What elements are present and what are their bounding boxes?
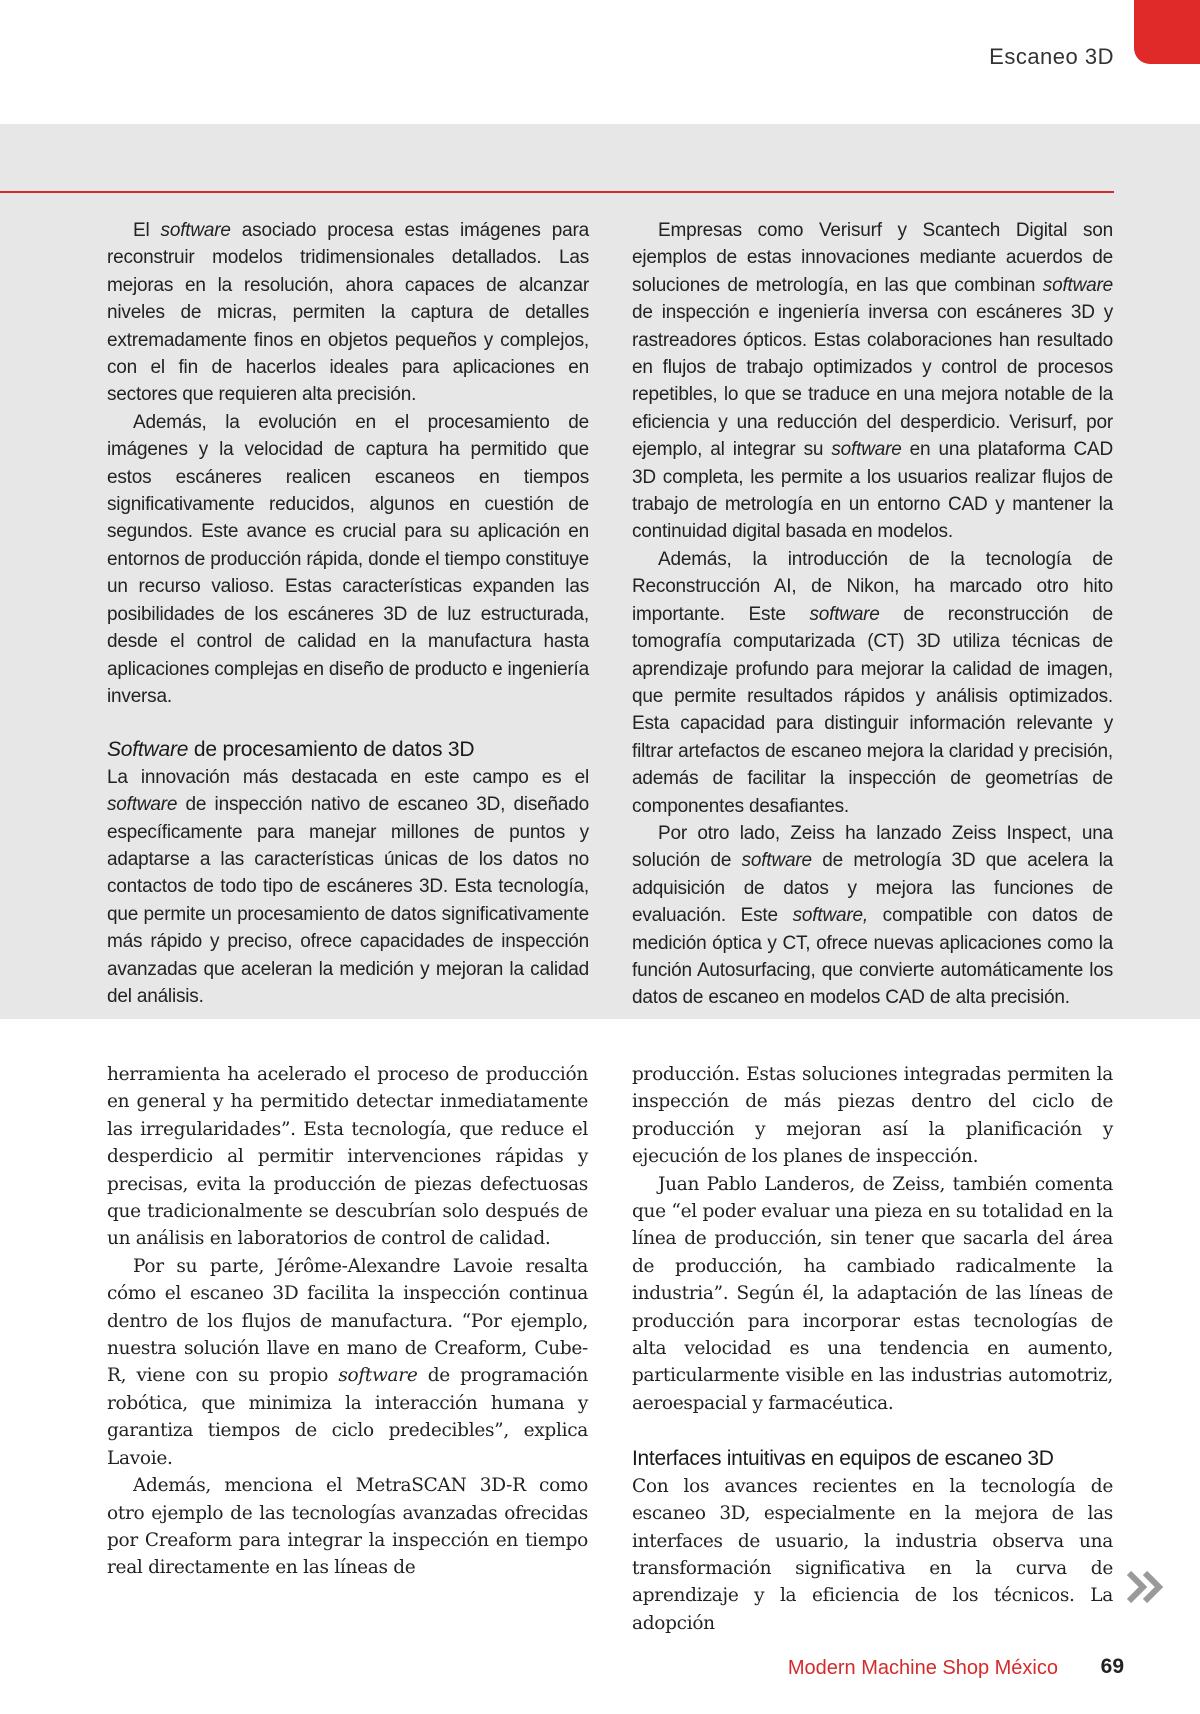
body-column-right	[632, 1061, 1113, 1637]
sidebar-paragraph: Empresas como Verisurf y Scantech Digital son ejemplos de estas innovaciones mediante acuerdos de soluciones de metrología, en las que combinan software de inspección e ingeniería inversa con escáneres 3D y rastreadores ópticos. Estas colaboraciones han resultado en flujos de trabajo optimizados y control de procesos repetibles, lo que se traduce en una mejora notable de la eficiencia y una reducción del desperdicio. Verisurf, por ejemplo, al integrar su software en una plataforma CAD 3D completa, les permite a los usuarios realizar flujos de trabajo de metrología en un entorno CAD y mantener la continuidad digital basada en modelos.	[632, 220, 1113, 543]
sidebar-subheading: Software de procesamiento de datos 3D	[107, 738, 475, 762]
body-subheading: Interfaces intuitivas en equipos de escaneo 3D	[632, 1447, 1054, 1471]
body-paragraph: Además, menciona el MetraSCAN 3D-R como otro ejemplo de las tecnologías avanzadas ofrecidas por Creaform para integrar la inspección en tiempo real directamente en las líneas de	[107, 1475, 588, 1579]
body-paragraph: producción. Estas soluciones integradas permiten la inspección de más piezas dentro del ciclo de producción y mejoran así la planificación y ejecución de los planes de inspección.	[632, 1064, 1113, 1168]
body-paragraph: herramienta ha acelerado el proceso de producción en general y ha permitido detectar inmediatamente las irregularidades”. Esta tecnología, que reduce el desperdicio al permitir intervenciones rápidas y precisas, evita la producción de piezas defectuosas que tradicionalmente se descubrían solo después de un análisis en laboratorios de control de calidad.	[107, 1064, 588, 1250]
body-paragraph: Con los avances recientes en la tecnología de escaneo 3D, especialmente en la mejora de las interfaces de usuario, la industria observa una transformación significativa en la curva de aprendizaje y la eficiencia de los técnicos. La adopción	[632, 1475, 1113, 1634]
double-chevron-right-icon	[1123, 1565, 1167, 1609]
sidebar-paragraph: La innovación más destacada en este campo es el software de inspección nativo de escaneo 3D, diseñado específicamente para manejar millones de puntos y adaptarse a las características únicas de los datos no contactos de todo tipo de escáneres 3D. Esta tecnología, que permite un procesamiento de datos significativamente más rápido y preciso, ofrece capacidades de inspección avanzadas que aceleran la medición y mejoran la calidad del análisis.	[107, 766, 589, 1007]
section-label: Escaneo 3D	[989, 44, 1114, 69]
page-number: 69	[1100, 1655, 1124, 1678]
body-paragraph: Juan Pablo Landeros, de Zeiss, también comenta que “el poder evaluar una pieza en su totalidad en la línea de producción, sin tener que sacarla del área de producción, ha cambiado radicalmente la industria”. Según él, la adaptación de las líneas de producción para incorporar estas tecnologías de alta velocidad es una tendencia en aumento, particularmente visible en las industrias automotriz, aeroespacial y farmacéutica.	[632, 1173, 1113, 1414]
sidebar-column-right	[632, 217, 1113, 1012]
sidebar-top-rule	[0, 191, 1114, 193]
section-corner-tab	[1134, 0, 1200, 64]
sidebar-paragraph: Por otro lado, Zeiss ha lanzado Zeiss Inspect, una solución de software de metrología 3D que acelera la adquisición de datos y mejora las funciones de evaluación. Este software, compatible con datos de medición óptica y CT, ofrece nuevas aplicaciones como la función Autosurfacing, que convierte automáticamente los datos de escaneo en modelos CAD de alta precisión.	[632, 822, 1113, 1009]
footer-magazine-name: Modern Machine Shop México	[787, 1657, 1058, 1679]
sidebar-column-left	[107, 217, 589, 1010]
body-paragraph: Por su parte, Jérôme-Alexandre Lavoie resalta cómo el escaneo 3D facilita la inspección continua dentro de los flujos de manufactura. “Por ejemplo, nuestra solución llave en mano de Creaform, Cube-R, viene con su propio software de programación robótica, que minimiza la interacción humana y garantiza tiempos de ciclo predecibles”, explica Lavoie.	[107, 1255, 588, 1469]
sidebar-paragraph: El software asociado procesa estas imágenes para reconstruir modelos tridimensionales detallados. Las mejoras en la resolución, ahora capaces de alcanzar niveles de micras, permiten la captura de detalles extremadamente finos en objetos pequeños y complejos, con el fin de hacerlos ideales para aplicaciones en sectores que requieren alta precisión.	[107, 220, 589, 406]
body-column-left	[107, 1061, 588, 1582]
sidebar-paragraph: Además, la evolución en el procesamiento de imágenes y la velocidad de captura ha permitido que estos escáneres realicen escaneos en tiempos significativamente reducidos, algunos en cuestión de segundos. Este avance es crucial para su aplicación en entornos de producción rápida, donde el tiempo constituye un recurso valioso. Estas características expanden las posibilidades de los escáneres 3D de luz estructurada, desde el control de calidad en la manufactura hasta aplicaciones complejas en diseño de producto e ingeniería inversa.	[107, 411, 589, 707]
sidebar-paragraph: Además, la introducción de la tecnología de Reconstrucción AI, de Nikon, ha marcado otro hito importante. Este software de reconstrucción de tomografía computarizada (CT) 3D utiliza técnicas de aprendizaje profundo para mejorar la calidad de imagen, que permite resultados rápidos y análisis optimizados. Esta capacidad para distinguir información relevante y filtrar artefactos de escaneo mejora la claridad y precisión, además de facilitar la inspección de geometrías de componentes desafiantes.	[632, 548, 1113, 817]
